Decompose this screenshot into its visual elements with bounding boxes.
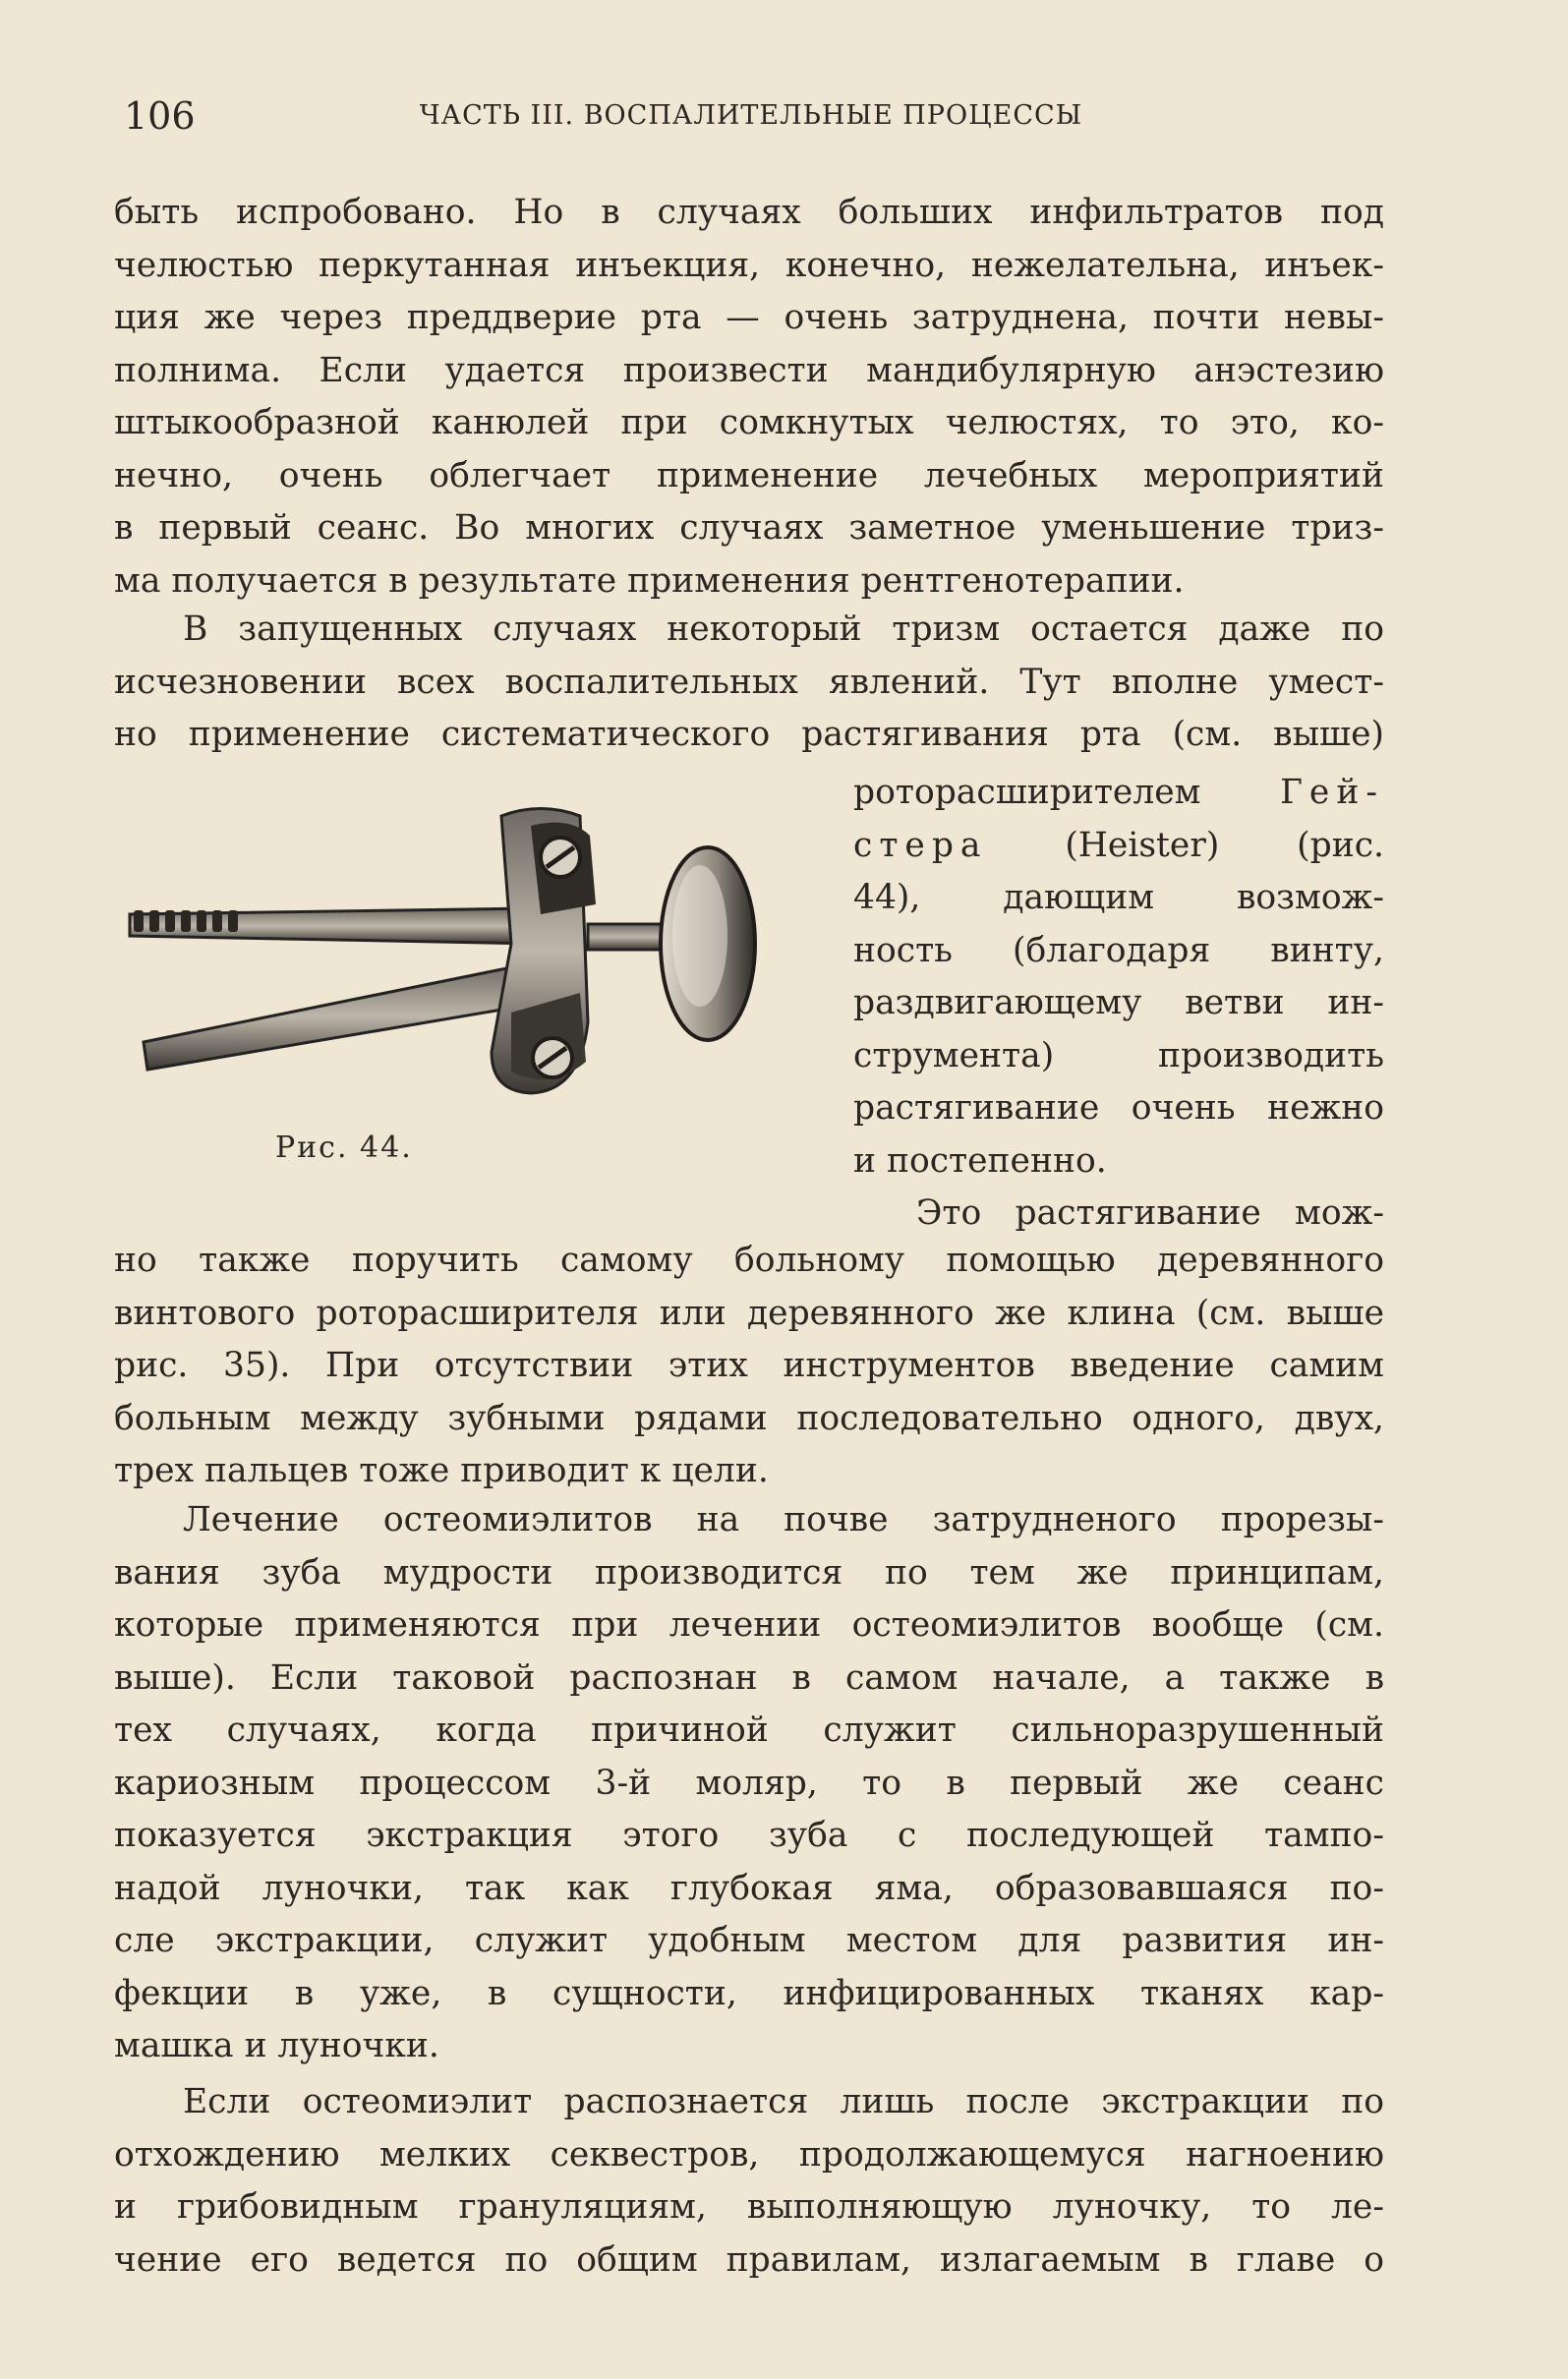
text-line	[853, 767, 1384, 820]
text-line: и грибовидным грануляциям, выполняющую луночку, то ле-	[114, 2187, 1384, 2227]
text-line: но также поручить самому больному помощью деревянного	[114, 1241, 1384, 1280]
text-line: ма получается в результате применения рентгенотерапии.	[114, 560, 1185, 601]
text-line: 44), дающим возмож-	[853, 878, 1384, 917]
paragraph-2	[114, 604, 1384, 762]
heister-mouth-gag-icon	[118, 796, 806, 1180]
author-name-spaced: Гей-	[1280, 773, 1384, 812]
text-line: нечно, очень облегчает применение лечебных мероприятий	[114, 455, 1384, 495]
text-line: полнима. Если удается произвести мандибулярную анэстезию	[114, 350, 1384, 390]
paragraph-4	[114, 1494, 1384, 2073]
paragraph-1	[114, 187, 1384, 608]
text-line: ность (благодаря винту,	[853, 930, 1384, 970]
text-line	[853, 820, 1384, 873]
text-line: машка и луночки.	[114, 2026, 439, 2065]
text-line: трех пальцев тоже приводит к цели.	[114, 1451, 769, 1490]
text-line: но применение систематического растягивания рта (см. выше)	[114, 715, 1384, 754]
inline-text: роторасширителем	[853, 773, 1201, 812]
text-line: Лечение остеомиэлитов на почве затрудненого прорезы-	[183, 1500, 1384, 1539]
page-number: 106	[124, 94, 196, 138]
paragraph-3	[114, 1235, 1384, 1498]
text-line: отхождению мелких секвестров, продолжающемуся нагноению	[114, 2134, 1384, 2175]
text-line: кариозным процессом 3-й моляр, то в первый же сеанс	[114, 1763, 1384, 1803]
page-header	[124, 94, 1378, 140]
text-line: исчезновении всех воспалительных явлений. Тут вполне умест-	[114, 662, 1384, 702]
text-line: чение его ведется по общим правилам, излагаемым в главе о	[114, 2239, 1384, 2280]
text-line: Это растягивание мож-	[916, 1193, 1384, 1233]
text-line: выше). Если таковой распознан в самом начале, а также в	[114, 1657, 1384, 1698]
text-line: ция же через преддверие рта — очень затруднена, почти невы-	[114, 298, 1384, 337]
text-line: и постепенно.	[853, 1140, 1107, 1181]
text-line: которые применяются при лечении остеомиэлитов вообще (см.	[114, 1605, 1384, 1645]
text-line: раздвигающему ветви ин-	[853, 983, 1384, 1022]
text-line: рис. 35). При отсутствии этих инструментов введение самим	[114, 1346, 1384, 1385]
text-line: струмента) производить	[853, 1035, 1384, 1075]
text-line: челюстью перкутанная инъекция, конечно, нежелательна, инъек-	[114, 245, 1384, 285]
text-line: вания зуба мудрости производится по тем же принципам,	[114, 1552, 1384, 1593]
text-line: тех случаях, когда причиной служит сильноразрушенный	[114, 1711, 1384, 1750]
text-line: показуется экстракция этого зуба с последующей тампо-	[114, 1816, 1384, 1855]
paragraph-5	[114, 2076, 1384, 2287]
text-line: В запущенных случаях некоторый тризм остается даже по	[183, 609, 1384, 649]
text-line: быть испробовано. Но в случаях больших инфильтратов под	[114, 193, 1384, 232]
figure-wrap-text	[853, 767, 1384, 1241]
author-name-spaced: стера	[853, 825, 988, 865]
figure-caption: Рис. 44.	[275, 1131, 413, 1165]
text-line: Если остеомиэлит распознается лишь после экстракции по	[183, 2082, 1384, 2121]
text-line: надой луночки, так как глубокая яма, образовавшаяся по-	[114, 1868, 1384, 1908]
inline-text: (Heister) (рис.	[1065, 825, 1384, 865]
text-line: сле экстракции, служит удобным местом для развития ин-	[114, 1921, 1384, 1960]
text-line: растягивание очень нежно	[853, 1088, 1384, 1128]
text-line: винтового роторасширителя или деревянного же клина (см. выше	[114, 1293, 1384, 1333]
figure-44	[118, 796, 806, 1180]
text-line: штыкообразной канюлей при сомкнутых челюстях, то это, ко-	[114, 403, 1384, 442]
text-line: больным между зубными рядами последовательно одного, двух,	[114, 1398, 1384, 1438]
text-line: в первый сеанс. Во многих случаях заметное уменьшение триз-	[114, 508, 1384, 548]
running-head: ЧАСТЬ III. ВОСПАЛИТЕЛЬНЫЕ ПРОЦЕССЫ	[419, 100, 1083, 131]
text-line: фекции в уже, в сущности, инфицированных тканях кар-	[114, 1973, 1384, 2013]
